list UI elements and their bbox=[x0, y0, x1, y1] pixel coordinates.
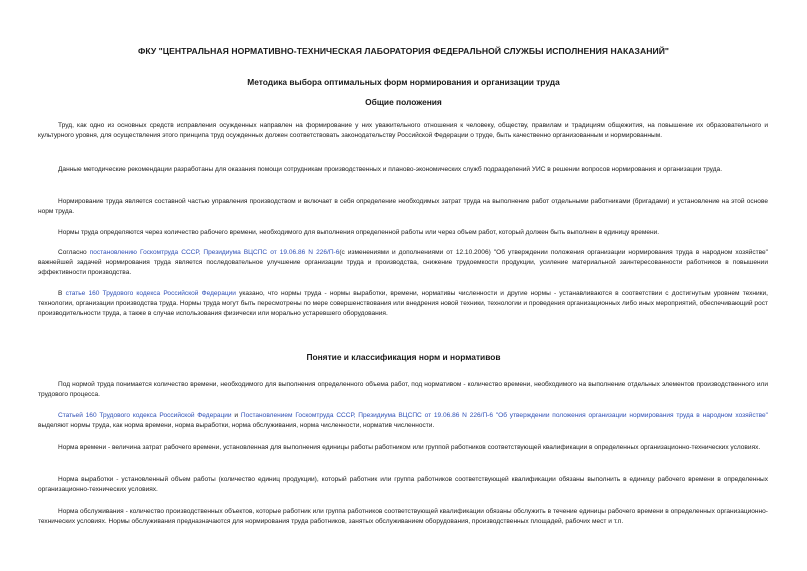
section-heading-concept: Понятие и классификация норм и нормативов bbox=[306, 352, 501, 362]
paragraph-text: В bbox=[58, 290, 66, 297]
paragraph-text: и bbox=[231, 412, 241, 419]
paragraph-norm-types bbox=[38, 411, 768, 431]
paragraph-text: (с изменениями и дополнениями от 12.10.2006) "Об утверждении положения организации нормирования труда в народном хозяйстве" важнейшей задачей нормирования труда является последовательное улучшение организации труда и производства, снижение трудоемкости продукции, усиление материальной заинтересованности работников в повышении эффективности производства. bbox=[38, 249, 768, 277]
paragraph-recommendations: Данные методические рекомендации разработаны для оказания помощи сотрудникам производственных и планово-экономических служб подразделений УИС в решении вопросов нормирования и организации труда. bbox=[58, 166, 723, 173]
paragraph-text: выделяют нормы труда, как норма времени, норма выработки, норма обслуживания, норма численности, норматив численности. bbox=[38, 422, 435, 430]
paragraph-resolution-reference bbox=[38, 248, 768, 279]
paragraph-text: указано, что нормы труда - нормы выработки, времени, нормативы численности и другие нормы - устанавливаются в соответствии с достигнутым уровнем техники, технологии, организации производства труда. Нормы труда могут быть пересмотрены по мере совершенствования или внедрения новой техники, технологии и проведения организационных либо иных мероприятий, обеспечивающий рост производительности труда, а также в случае использования физически или морально устаревшего оборудования. bbox=[38, 290, 769, 318]
paragraph-service-norm: Норма обслуживания - количество производственных объектов, которые работник или группа работников соответствующей квалификации обязаны обслужить в течение единицы рабочего времени в определенных организационно-технических условиях. Нормы обслуживания предназначаются для нормирования труда работников, занятых обслуживанием оборудования, производственных площадей, рабочих мест и т.п. bbox=[38, 508, 768, 526]
labor-code-link[interactable]: статье 160 Трудового кодекса Российской Федерации bbox=[65, 290, 236, 297]
paragraph-output-norm: Норма выработки - установленный объем работы (количество единиц продукции), который работник или группа работников соответствующей квалификации обязаны выполнить в единицу рабочего времени в определенных организационно-технических условиях. bbox=[38, 476, 768, 494]
resolution-link[interactable]: Постановлением Госкомтруда СССР, Президиума ВЦСПС от 19.06.86 N 226/П-6 "Об утверждении положения организации нормирования труда в народном хозяйстве" bbox=[240, 412, 768, 419]
paragraph-norm-definition: Под нормой труда понимается количество времени, необходимого для выполнения определенного объема работ, под нормативом - количество времени, необходимого на выполнение отдельных элементов производственного или трудового процесса. bbox=[38, 381, 768, 399]
paragraph-text: Согласно bbox=[58, 249, 90, 256]
paragraph-labor-code-article bbox=[38, 289, 768, 320]
organization-title: ФКУ "ЦЕНТРАЛЬНАЯ НОРМАТИВНО-ТЕХНИЧЕСКАЯ ЛАБОРАТОРИЯ ФЕДЕРАЛЬНОЙ СЛУЖБЫ ИСПОЛНЕНИЯ НАКАЗАНИЙ" bbox=[137, 46, 670, 56]
paragraph-time-norm: Норма времени - величина затрат рабочего времени, установленная для выполнения единицы работы работником или группой работников соответствующей квалификации в определенных организационно-технических условиях. bbox=[58, 444, 761, 451]
paragraph-labor-purpose: Труд, как одно из основных средств исправления осужденных направлен на формирование у них уважительного отношения к человеку, обществу, правилам и традициям общежития, на повышение их образовательного и культурного уровня, для осуществления этого принципа труд осужденных должен соответствовать законодательству Российской Федерации о труде, быть качественно организованным и нормированным. bbox=[38, 122, 768, 140]
paragraph-labor-norms: Нормы труда определяются через количество рабочего времени, необходимого для выполнения определенной работы или через объем работ, который должен быть выполнен в единицу времени. bbox=[58, 229, 660, 236]
section-heading-general: Общие положения bbox=[365, 97, 442, 107]
paragraph-labor-rationing: Нормирование труда является составной частью управления производством и включает в себя определение необходимых затрат труда на выполнение работ отдельными работниками (бригадами) и установление на этой основе норм труда. bbox=[38, 198, 768, 216]
labor-code-link[interactable]: Статьей 160 Трудового кодекса Российской Федерации bbox=[58, 412, 232, 419]
document-title: Методика выбора оптимальных форм нормирования и организации труда bbox=[247, 77, 560, 87]
resolution-link[interactable]: постановлению Госкомтруда СССР, Президиума ВЦСПС от 19.06.86 N 226/П-6 bbox=[89, 249, 340, 256]
